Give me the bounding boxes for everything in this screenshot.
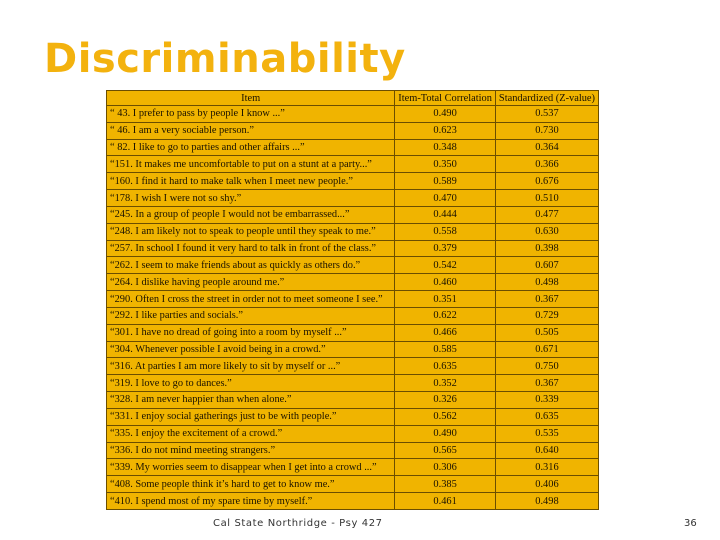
row-correlation-value: 0.385 [395, 476, 496, 493]
table-row [107, 392, 599, 409]
table-row [107, 206, 599, 223]
row-correlation-value: 0.562 [395, 408, 496, 425]
row-z-value: 0.730 [495, 122, 598, 139]
discriminability-table [106, 90, 599, 510]
row-item-text: “301. I have no dread of going into a room by myself ...” [107, 324, 395, 341]
table-row [107, 156, 599, 173]
row-correlation-value: 0.444 [395, 206, 496, 223]
row-item-text: “336. I do not mind meeting strangers.” [107, 442, 395, 459]
row-z-value: 0.367 [495, 375, 598, 392]
row-z-value: 0.406 [495, 476, 598, 493]
row-correlation-value: 0.379 [395, 240, 496, 257]
table-row [107, 358, 599, 375]
row-item-text: “408. Some people think it’s hard to get to know me.” [107, 476, 395, 493]
row-correlation-value: 0.589 [395, 173, 496, 190]
row-correlation-value: 0.461 [395, 493, 496, 510]
row-correlation-value: 0.306 [395, 459, 496, 476]
row-correlation-value: 0.585 [395, 341, 496, 358]
row-item-text: “ 82. I like to go to parties and other affairs ...” [107, 139, 395, 156]
table-row [107, 425, 599, 442]
table-body [107, 106, 599, 510]
row-z-value: 0.535 [495, 425, 598, 442]
row-z-value: 0.676 [495, 173, 598, 190]
header-item: Item [107, 91, 395, 106]
table-row [107, 173, 599, 190]
row-correlation-value: 0.460 [395, 274, 496, 291]
slide-footer: Cal State Northridge - Psy 427 [213, 518, 383, 529]
row-z-value: 0.630 [495, 223, 598, 240]
table-row [107, 493, 599, 510]
row-z-value: 0.498 [495, 274, 598, 291]
row-item-text: “316. At parties I am more likely to sit by myself or ...” [107, 358, 395, 375]
row-item-text: “160. I find it hard to make talk when I meet new people.” [107, 173, 395, 190]
row-z-value: 0.537 [495, 106, 598, 123]
table-row [107, 324, 599, 341]
row-item-text: “245. In a group of people I would not be embarrassed...” [107, 206, 395, 223]
row-z-value: 0.635 [495, 408, 598, 425]
row-z-value: 0.367 [495, 291, 598, 308]
row-item-text: “290. Often I cross the street in order not to meet someone I see.” [107, 291, 395, 308]
page-number: 36 [684, 518, 697, 529]
row-item-text: “248. I am likely not to speak to people until they speak to me.” [107, 223, 395, 240]
table-row [107, 257, 599, 274]
row-correlation-value: 0.351 [395, 291, 496, 308]
table-row [107, 476, 599, 493]
row-correlation-value: 0.542 [395, 257, 496, 274]
table-row [107, 240, 599, 257]
table-row [107, 291, 599, 308]
table-row [107, 139, 599, 156]
row-correlation-value: 0.490 [395, 106, 496, 123]
table-row [107, 223, 599, 240]
row-z-value: 0.729 [495, 307, 598, 324]
row-z-value: 0.505 [495, 324, 598, 341]
row-item-text: “304. Whenever possible I avoid being in a crowd.” [107, 341, 395, 358]
row-z-value: 0.671 [495, 341, 598, 358]
row-item-text: “178. I wish I were not so shy.” [107, 190, 395, 207]
row-correlation-value: 0.565 [395, 442, 496, 459]
row-correlation-value: 0.490 [395, 425, 496, 442]
row-item-text: “ 46. I am a very sociable person.” [107, 122, 395, 139]
table-row [107, 122, 599, 139]
row-correlation-value: 0.470 [395, 190, 496, 207]
row-item-text: “335. I enjoy the excitement of a crowd.” [107, 425, 395, 442]
row-correlation-value: 0.622 [395, 307, 496, 324]
row-correlation-value: 0.466 [395, 324, 496, 341]
table-row [107, 341, 599, 358]
row-item-text: “262. I seem to make friends about as quickly as others do.” [107, 257, 395, 274]
row-z-value: 0.750 [495, 358, 598, 375]
table-row [107, 307, 599, 324]
row-z-value: 0.398 [495, 240, 598, 257]
header-item-total-correlation: Item-Total Correlation [395, 91, 496, 106]
table-header-row [107, 91, 599, 106]
row-z-value: 0.477 [495, 206, 598, 223]
row-correlation-value: 0.350 [395, 156, 496, 173]
table-row [107, 375, 599, 392]
row-correlation-value: 0.326 [395, 392, 496, 409]
row-z-value: 0.510 [495, 190, 598, 207]
row-z-value: 0.316 [495, 459, 598, 476]
row-z-value: 0.640 [495, 442, 598, 459]
row-item-text: “319. I love to go to dances.” [107, 375, 395, 392]
row-z-value: 0.498 [495, 493, 598, 510]
row-correlation-value: 0.352 [395, 375, 496, 392]
header-standardized-z-value: Standardized (Z-value) [495, 91, 598, 106]
row-item-text: “331. I enjoy social gatherings just to be with people.” [107, 408, 395, 425]
row-item-text: “339. My worries seem to disappear when I get into a crowd ...” [107, 459, 395, 476]
row-correlation-value: 0.558 [395, 223, 496, 240]
table-row [107, 190, 599, 207]
row-z-value: 0.364 [495, 139, 598, 156]
row-z-value: 0.607 [495, 257, 598, 274]
table-row [107, 408, 599, 425]
row-item-text: “410. I spend most of my spare time by myself.” [107, 493, 395, 510]
row-z-value: 0.339 [495, 392, 598, 409]
table-row [107, 442, 599, 459]
row-correlation-value: 0.635 [395, 358, 496, 375]
row-item-text: “328. I am never happier than when alone.” [107, 392, 395, 409]
row-item-text: “ 43. I prefer to pass by people I know ...” [107, 106, 395, 123]
row-correlation-value: 0.623 [395, 122, 496, 139]
row-z-value: 0.366 [495, 156, 598, 173]
table-row [107, 106, 599, 123]
table-row [107, 459, 599, 476]
row-item-text: “264. I dislike having people around me.” [107, 274, 395, 291]
row-correlation-value: 0.348 [395, 139, 496, 156]
table-row [107, 274, 599, 291]
row-item-text: “257. In school I found it very hard to talk in front of the class.” [107, 240, 395, 257]
slide-title: Discriminability [44, 36, 406, 82]
row-item-text: “292. I like parties and socials.” [107, 307, 395, 324]
row-item-text: “151. It makes me uncomfortable to put on a stunt at a party...” [107, 156, 395, 173]
